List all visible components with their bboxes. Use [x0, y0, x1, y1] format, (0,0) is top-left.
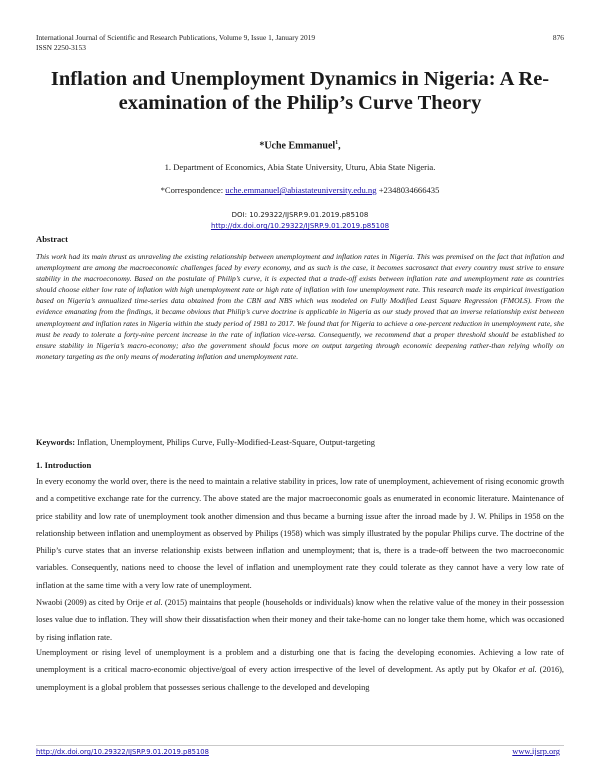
- phone-number: +2348034666435: [378, 185, 440, 195]
- footer-doi-link[interactable]: http://dx.doi.org/10.29322/IJSRP.9.01.2019.p85108: [36, 748, 209, 756]
- title-line-1: Inflation and Unemployment Dynamics in Nigeria: A Re-: [50, 68, 550, 90]
- intro-paragraph-1: In every economy the world over, there is the need to maintain a relative stability in prices, low rate of unemployment, achievement of rising economic growth and a competitive exchange rate for the currency. The above stated are the major macroeconomic goals as enumerated in economic literature. Maintenance of price stability and low rate of unemployment took another dimension and thus became a burning issue after the inroad made by J. W. Philips in 1958 on the relationship between inflation and unemployment as observed by Philips (1958) which was simply illustrated by the popular Philips curve. The doctrine of the Philip’s curve states that an inverse relationship exists between inflation and unemployment; that is, there is a trade-off between the two macroeconomic variables. Consequently, nations need to choose the level of inflation and unemployment rate they could tolerate as they cannot have a very low rate of inflation at the same time with a very low rate of unemployment.: [36, 477, 564, 590]
- abstract-text: This work had its main thrust as unraveling the existing relationship between unemployment and inflation rates in Nigeria. This was premised on the fact that inflation and unemployment are among the macroeconomic challenges faced by every economy, and as such is the case, it becomes sacrosanct that every country must strive to ensure stability in the macroeconomy. Based on the postulate of Philip’s curve, it is expected that a trade-off exists between inflation rate and unemployment rate as countries should choose either low rate of inflation with high unemployment rate or high rate of inflation with low unemployment rate. This research made its empirical investigation based on Nigeria’s annualized time-series data obtained from the CBN and NBS which was modeled on Fully Modified Least Square Regression (FMOLS). From the evidence emanating from the findings, it became obvious that Philip’s curve doctrine is applicable in Nigeria as our study proved that an inverse relationship exist between unemployment and inflation rates in Nigeria within the study period of 1981 to 2017. We found that for Nigeria to achieve a one-percent reduction in unemployment rate, she must be ready to tolerate a forty-nine percent increase in the rate of inflation vice-versa. Consequently, we recommend that a proper threshold should be established to ensure stability in Nigeria’s macro-economy; also the government should focus more on output targeting through economic deepening rather-than relying wholly on monetary targeting as the only means of moderating inflation and unemployment rate.: [36, 252, 564, 361]
- footer-site-link[interactable]: www.ijsrp.org: [512, 747, 560, 756]
- keywords-label: Keywords:: [36, 438, 76, 447]
- keywords: [36, 438, 564, 447]
- intro-paragraph-2-b: (2015) maintains that people (households or individuals) know when the relative value of the money in their possession loses value due to inflation. They will show their dissatisfaction when their money and their take-home can no longer take them home, which was occasioned by rising inflation rate.: [36, 598, 565, 642]
- author: [36, 140, 564, 151]
- email-link[interactable]: uche.emmanuel@abiastateuniversity.edu.ng: [225, 185, 377, 195]
- intro-paragraph-2-etal: et al.: [145, 598, 163, 608]
- keywords-text: Inflation, Unemployment, Philips Curve, Fully-Modified-Least-Square, Output-targeting: [77, 438, 375, 447]
- page-footer: [36, 745, 564, 758]
- intro-paragraph-3: [36, 644, 564, 696]
- author-name: *Uche Emmanuel: [259, 140, 336, 152]
- doi-block: [36, 210, 564, 232]
- journal-line: International Journal of Scientific and Research Publications, Volume 9, Issue 1, January 2019: [36, 33, 316, 42]
- running-header: [36, 33, 564, 53]
- page-number: 876: [552, 33, 564, 42]
- issn: ISSN 2250-3153: [36, 43, 86, 52]
- doi-link[interactable]: http://dx.doi.org/10.29322/IJSRP.9.01.2019.p85108: [210, 222, 390, 230]
- intro-paragraph-2-a: Nwaobi (2009) as cited by Orije: [36, 598, 146, 608]
- correspondence-label: *Correspondence:: [160, 185, 224, 195]
- author-trail: ,: [338, 140, 341, 152]
- intro-paragraph-2: [36, 594, 564, 646]
- intro-paragraph-3-etal: et al.: [519, 665, 537, 675]
- paper-title: [30, 67, 570, 115]
- introduction-heading: 1. Introduction: [36, 460, 92, 470]
- abstract-heading: Abstract: [36, 234, 68, 244]
- title-line-2: examination of the Philip’s Curve Theory: [118, 92, 482, 114]
- intro-paragraph-3-a: Unemployment or rising level of unemployment is a problem and a disturbing one that is facing the developing economies. Achieving a low rate of unemployment is a critical macro-economic objective/goal of every action irrespective of the level of development. As aptly put by Okafor: [36, 648, 564, 675]
- doi-text: DOI: 10.29322/IJSRP.9.01.2019.p85108: [231, 211, 369, 219]
- introduction-body: [36, 473, 564, 646]
- affiliation: 1. Department of Economics, Abia State University, Uturu, Abia State Nigeria.: [164, 162, 436, 172]
- correspondence: [36, 185, 564, 195]
- author-superscript: 1: [335, 140, 339, 146]
- intro-paragraph-3-b: (2016), unemployment is a global problem that possesses serious challenge to the developed and developing: [36, 665, 564, 692]
